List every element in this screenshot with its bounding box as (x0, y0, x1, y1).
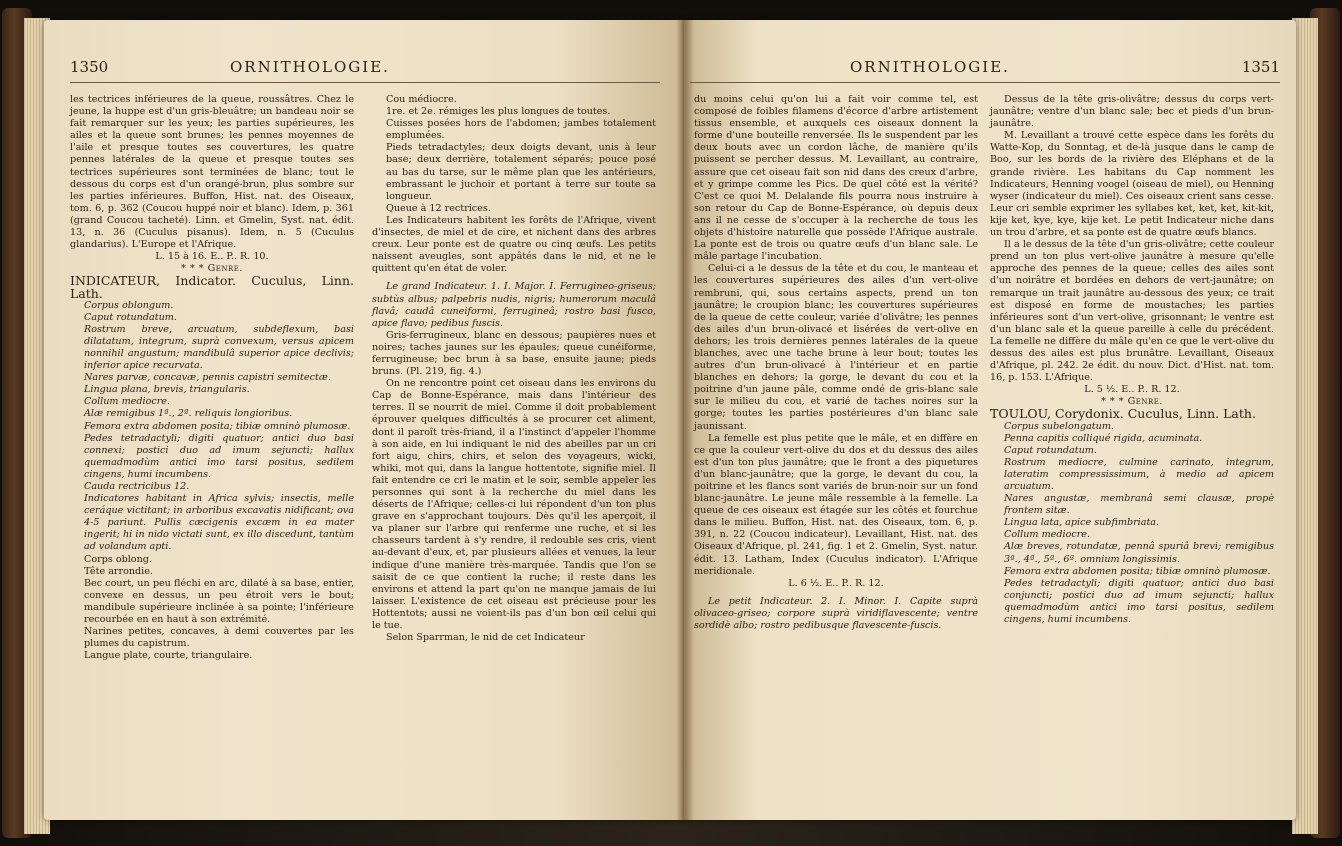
paragraph: La femelle est plus petite que le mâle, et en diffère en ce que la couleur vert-olive du dos et du dessus des ailes est d'un ton plus jaunâtre; que le front a des piquetures d'un blanc-jaunâtre; que la gorge, le devant du cou, la poitrine et les flancs sont variés de brun-noir sur un fond blanc-jaunâtre. Le jeune mâle ressemble à la femelle. La queue de ces oiseaux est étagée sur les côtés et fourchue dans le milieu. Buffon, Hist. nat. des Oiseaux, tom. 6, p. 391, n. 22 (Coucou indicateur). Levaillant, Hist. nat. des Oiseaux d'Afrique, pl. 241, fig. 1 et 2. Gmelin, Syst. natur. édit. 13. Latham, Index (Cuculus indicator). L'Afrique meridionale. (694, 432, 978, 577)
latin-line: Collum mediocre. (1004, 529, 1091, 541)
latin-line: Rostrum breve, arcuatum, subdeflexum, basi dilatatum, integrum, suprà convexum, versus apicem nonnihil angustum; mandibulâ superior apice declivis; inferior apice recurvata. (84, 323, 354, 372)
species-heading: Le petit Indicateur. 2. I. Minor. I. Capite suprà olivaceo-griseo; corpore suprà viridiflavescente; ventre sordidè albo; rostro pedibusque flavescente-fuscis. (694, 595, 978, 632)
latin-line: Cauda rectricibus 12. (84, 481, 190, 492)
measurement-line: L. 15 à 16. E.. P.. R. 10. (155, 251, 269, 263)
paragraph: M. Levaillant a trouvé cette espèce dans les forêts du Watte-Kop, du Sonntag, et de-là jusque dans le camp de Boo, sur les bords de la rivière des Eléphans et de la grande rivière. Les habitans du Cap nomment les Indicateurs, Henning voogel (oiseau de miel), ou Henning wyser (indicateur du miel). Ces oiseaux crient sans cesse. Leur cri semble exprimer les syllabes ket, ket, ket, kit-kit, kije ket, kye, kye, kije ket. Le petit Indicateur niche dans un trou d'arbre, et sa ponte est de quatre œufs blancs. (990, 130, 1274, 239)
genus-entry-heading: TOULOU, Corydonix. Cuculus, Linn. Lath. (990, 406, 1256, 422)
latin-line: Indicatores habitant in Africa sylvis; insectis, melle ceráque victitant; in arboribus excavatis nidificant; ova 4-5 pariunt. Pullis cæcigenis excæm in ea mater ingerit; hi in nido victati sunt, ex illo discedunt, tantùm ad volandum apti. (84, 493, 354, 553)
french-line: Narines petites, concaves, à demi couvertes par les plumes du capistrum. (84, 626, 354, 650)
latin-line: Lingua plana, brevis, triangularis. (84, 384, 250, 396)
latin-line: Alæ breves, rotundatæ, pennâ spuriâ brevi; remigibus 3ª., 4ª., 5ª., 6ª. omnium longissimis. (1004, 541, 1274, 565)
book-gutter (676, 20, 694, 820)
paragraph: Il a le dessus de la tête d'un gris-olivâtre; cette couleur prend un ton plus vert-olive jaunâtre à mesure qu'elle approche des pennes de la queue; celles des ailes sont d'un noirâtre et bordées en dehors de vert-jaunâtre; on remarque un trait jaunâtre au-dessous des yeux; ce trait est disposé en forme de moustaches; les parties inférieures sont d'un vert-olive, grisonnant; le ventre est d'un blanc sale et la queue pareille à celle du précédent. La femelle ne diffère du mâle qu'en ce que le vert-olive du dessus des ailes est plus brunâtre. Levaillant, Oiseaux d'Afrique, pl. 242. 2e édit. du nouv. Dict. d'Hist. nat. tom. 16, p. 153. L'Afrique. (990, 239, 1274, 384)
latin-line: Corpus oblongum. (84, 299, 174, 311)
latin-line: Femora extra abdomen posita; tibiæ omninò plumosæ. (1004, 565, 1271, 577)
latin-line: Penna capitis colliqué rigida, acuminata. (1004, 432, 1203, 444)
measurement-line: L. 5 ½. E.. P.. R. 12. (1084, 384, 1180, 396)
right-column-2 (990, 94, 1274, 626)
latin-line: Nares parvæ, concavæ, pennis capistri semitectæ. (84, 372, 331, 384)
genre-heading: * * * Genre. (181, 263, 243, 275)
genre-heading: * * * Genre. (1101, 396, 1163, 408)
measurement-line: L. 6 ½. E.. P.. R. 12. (788, 577, 884, 589)
right-page-number: 1351 (1241, 58, 1280, 76)
latin-line: Pedes tetradactyli; digiti quatuor; antici duo basi connexi; postici duo ad imum sejuncti; hallux quemadmodùm antici imo tarsi positus, sedilem cingens, humi incumbens. (84, 432, 354, 480)
latin-line: Pedes tetradactyli; digiti quatuor; antici duo basi conjuncti; postici duo ad imum sejuncti; hallux quemadmodùm antici imo tarsi positus, sedilem cingens, humi incumbens. (1004, 577, 1274, 626)
latin-line: Femora extra abdomen posita; tibiæ omninò plumosæ. (84, 420, 351, 432)
paragraph: Gris-ferrugineux, blanc en dessous; paupières nues et noires; taches jaunes sur les épaules; queue cunéiforme, ferrugineuse; bec brun à sa base, ensuite jaune; pieds bruns. (Pl. 219, fig. 4.) (372, 329, 656, 378)
paragraph: Celui-ci a le dessus de la tête et du cou, le manteau et les couvertures supérieures des ailes d'un vert-olive rembruni, qui, sous certains aspects, prend un ton jaunâtre; le croupion blanc; les couvertures supérieures de la queue de cette couleur, variée d'olivâtre; les pennes des ailes d'un brun-olivacé et lisérées de vert-olive en dehors; les trois dernières pennes latérales de la queue blanches, avec une tache brune à leur bout; toutes les autres d'un brun-olivacé à l'intérieur et en partie blanches en dehors; la gorge, le devant du cou et la poitrine d'un jaune pâle, comme ondé de gris-blanc sale sur le milieu du cou, et varié de taches noires sur la gorge; toutes les parties postérieures d'un blanc sale jaunissant. (694, 263, 978, 432)
genus-entry-heading: INDICATEUR, Indicator. Cuculus, Linn. Lath. (70, 273, 354, 301)
french-line: Tête arrondie. (84, 565, 153, 577)
paragraph: les tectrices inférieures de la queue, roussâtres. Chez le jeune, la huppe est d'un gris-bleuâtre; un bandeau noir se fait remarquer sur les yeux; les parties supérieures, les ailes et la queue sont brunes; les pennes moyennes de l'aile et presque toutes ses couvertures, les quatre pennes latérales de la queue et presque toutes ses tectrices supérieures sont terminées de blanc; tout le dessous du corps est d'un orangé-brun, plus sombre sur les parties inférieures. Buffon, Hist. nat. des Oiseaux, tom. 6, p. 362 (Coucou huppé noir et blanc). Idem, p. 361 (grand Coucou tacheté). Linn. et Gmelin, Syst. nat. édit. 13, n. 36 (Cuculus pisanus). Idem, n. 5 (Cuculus glandarius). L'Europe et l'Afrique. (70, 94, 354, 251)
french-line: Cuisses posées hors de l'abdomen; jambes totalement emplumées. (386, 118, 656, 142)
right-column-1 (694, 94, 978, 632)
french-line: Corps oblong. (84, 553, 152, 565)
french-line: Pieds tetradactyles; deux doigts devant, unis à leur base; deux derrière, totalement séparés; pouce posé au bas du tarse, sur le même plan que les antérieurs, embrassant le juchoir et portant à terre sur toute sa longueur. (386, 142, 656, 202)
paragraph: Selon Sparrman, le nid de cet Indicateur (386, 632, 585, 644)
latin-line: Caput rotundatum. (84, 311, 177, 323)
left-column-2 (372, 94, 656, 644)
left-page-number: 1350 (70, 58, 109, 76)
latin-line: Alæ remigibus 1ª., 2ª. reliquis longioribus. (84, 408, 293, 420)
species-heading: Le grand Indicateur. 1. I. Major. I. Ferrugineo-griseus; subtùs albus; palpebris nudis, nigris; humerorum maculâ flavâ; caudâ cuneiformi, ferrugineâ; rostro basi fusco, apice flavo; pedibus fuscis. (372, 281, 656, 329)
latin-line: Nares angustæ, membranâ semi clausæ, propè frontem sitæ. (1004, 493, 1274, 517)
latin-line: Corpus subelongatum. (1004, 420, 1114, 432)
left-page-header (70, 56, 660, 83)
paragraph: Les Indicateurs habitent les forêts de l'Afrique, vivent d'insectes, de miel et de cire, et nichent dans des arbres creux. Leur ponte est de quatre ou cinq œufs. Les petits naissent aveugles, sont appâtés dans le nid, et ne le quittent qu'en état de voler. (372, 214, 656, 275)
left-column-1 (70, 94, 354, 662)
french-line: Bec court, un peu fléchi en arc, dilaté à sa base, entier, convexe en dessus, un peu étroit vers le bout; mandibule supérieure inclinée à sa pointe; l'inférieure recourbée en en haut à son extrémité. (84, 577, 354, 626)
latin-line: Rostrum mediocre, culmine carinato, integrum, lateratim compressissimum, à medio ad apicem arcuatum. (1004, 456, 1274, 492)
latin-line: Caput rotundatum. (1004, 444, 1097, 456)
french-line: 1re. et 2e. rémiges les plus longues de toutes. (386, 106, 611, 118)
paragraph: Dessus de la tête gris-olivâtre; dessus du corps vert-jaunâtre; ventre d'un blanc sale; bec et pieds d'un brun-jaunâtre. (990, 94, 1274, 130)
paragraph: du moins celui qu'on lui a fait voir comme tel, est composé de foibles filamens d'écorce d'arbre artistement tissus ensemble, et auxquels ces oiseaux donnent la forme d'une bouteille renversée. Ils le suspendent par les deux bouts avec un cordon lâche, de manière qu'ils puissent se percher dessus. M. Levaillant, au contraire, assure que cet oiseau fait son nid dans des creux d'arbre, et y grimpe comme les Pics. De quel côté est la vérité? C'est ce quoi M. Delalande fils pourra nous instruire à son retour du Cap de Bonne-Espérance, où depuis deux ans il ne cesse de s'occuper à la recherche de tous les objets d'histoire naturelle que possède l'Afrique australe. La ponte est de trois ou quatre œufs d'un blanc sale. Le mâle partage l'incubation. (694, 94, 978, 263)
latin-line: Lingua lata, apice subfimbriata. (1004, 517, 1160, 529)
right-running-title: ORNITHOLOGIE. (850, 58, 1010, 76)
left-running-title: ORNITHOLOGIE. (230, 58, 390, 76)
right-page-header (690, 56, 1280, 83)
latin-line: Collum mediocre. (84, 396, 171, 408)
french-line: Cou médiocre. (386, 94, 457, 105)
paragraph: On ne rencontre point cet oiseau dans les environs du Cap de Bonne-Espérance, mais dans l'intérieur des terres. Il se nourrit de miel. Comme il doit probablement éprouver quelques difficultés à se procurer cet aliment, dont il paroît très-friand, il a l'instinct d'appeler l'homme à son aide, en lui indiquant le nid des abeilles par un cri fort aigu, chirs, chirs, et selon des voyageurs, wicki, whiki, mot qui, dans la langue hottentote, signifie miel. Il fait entendre ce cri le matin et le soir, semble appeler les personnes qui sont à la recherche du miel dans les déserts de l'Afrique; celles-ci lui répondent d'un ton plus grave en s'approchant toujours. Dès qu'il les aperçoit, il va planer sur l'arbre qui renferme une ruche, et si les chasseurs tardent à s'y rendre, il redouble ses cris, vient au-devant d'eux, et, par plusieurs allées et venues, la leur indique d'une manière très-marquée. Tandis que l'on se saisit de ce que contient la ruche; il reste dans les environs et attend la part qu'on ne manque jamais de lui laisser. L'existence de cet oiseau est précieuse pour les Hottentots; aussi ne voient-ils pas d'un bon œil celui qui le tue. (372, 378, 656, 632)
french-line: Langue plate, courte, triangulaire. (84, 650, 253, 662)
french-line: Queue à 12 rectrices. (386, 202, 491, 214)
